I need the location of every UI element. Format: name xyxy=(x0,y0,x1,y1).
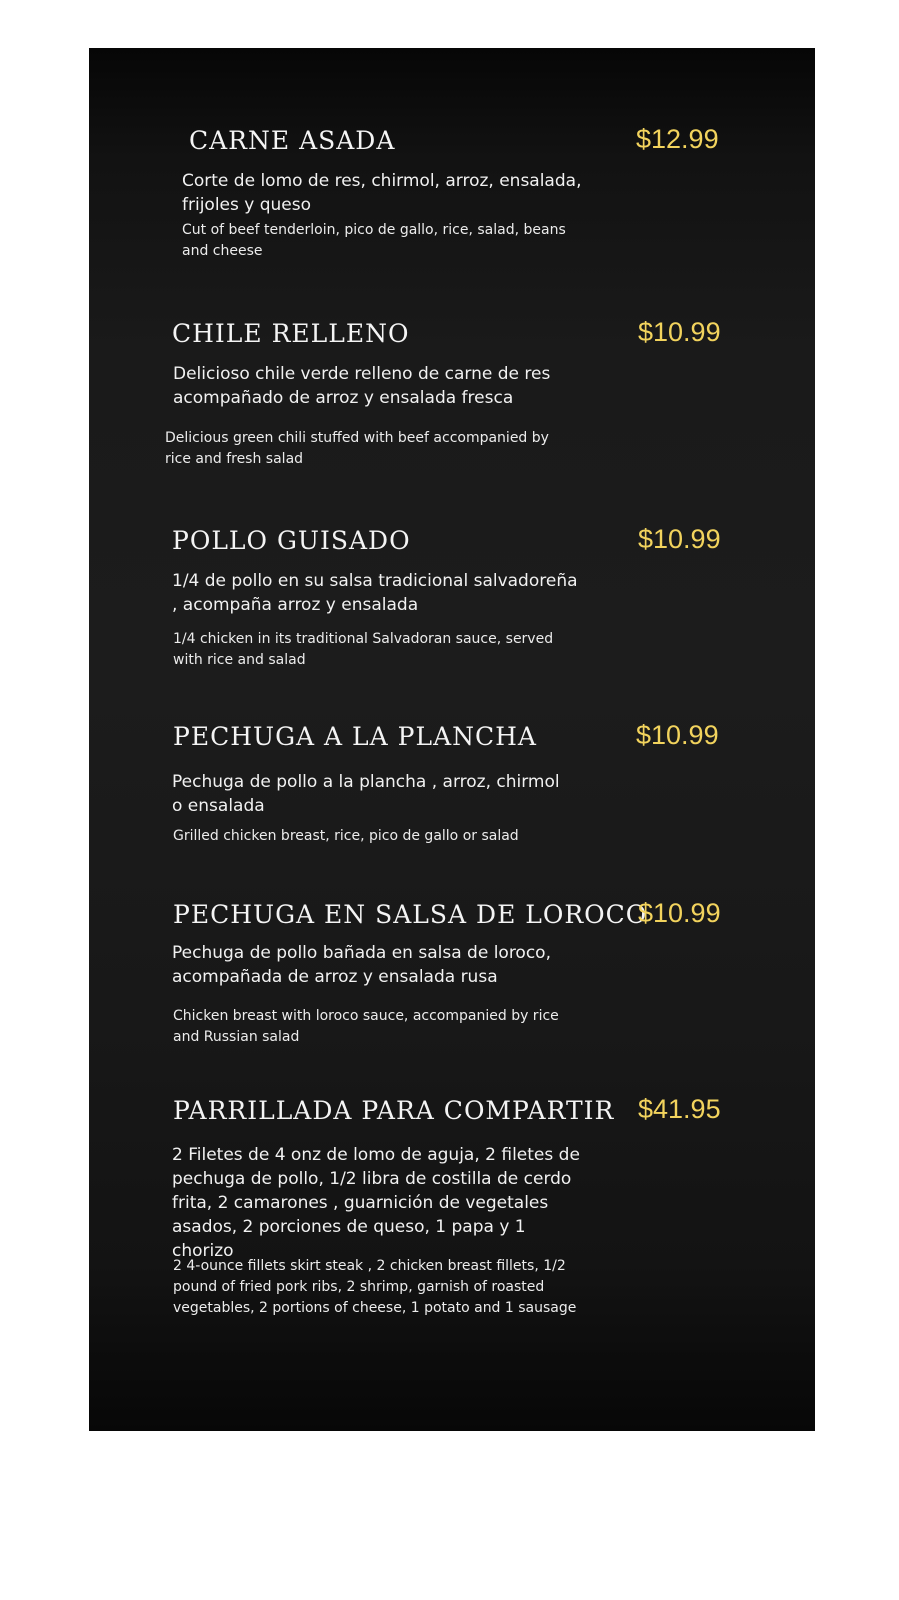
item-description-es: Pechuga de pollo a la plancha , arroz, chirmol o ensalada xyxy=(172,772,560,816)
item-price: $10.99 xyxy=(638,524,721,554)
item-title: POLLO GUISADO xyxy=(172,526,411,555)
item-price: $12.99 xyxy=(636,124,719,154)
item-description-en: Cut of beef tenderloin, pico de gallo, rice, salad, beans and cheese xyxy=(182,222,566,259)
item-description-en: Chicken breast with loroco sauce, accompanied by rice and Russian salad xyxy=(173,1008,559,1045)
item-price: $10.99 xyxy=(638,317,721,347)
item-title: PECHUGA A LA PLANCHA xyxy=(173,722,537,751)
item-description-en: Grilled chicken breast, rice, pico de gallo or salad xyxy=(173,828,519,844)
item-description-en: Delicious green chili stuffed with beef accompanied by rice and fresh salad xyxy=(165,430,549,467)
item-description-es: Pechuga de pollo bañada en salsa de loroco, acompañada de arroz y ensalada rusa xyxy=(172,943,551,987)
item-description-es: 1/4 de pollo en su salsa tradicional salvadoreña , acompaña arroz y ensalada xyxy=(172,571,578,615)
item-title: CARNE ASADA xyxy=(189,126,396,155)
item-description-en: 2 4-ounce fillets skirt steak , 2 chicken breast fillets, 1/2 pound of fried pork ribs, 2 shrimp, garnish of roasted vegetables, 2 portions of cheese, 1 potato and 1 sausage xyxy=(173,1258,577,1316)
item-description-es: 2 Filetes de 4 onz de lomo de aguja, 2 filetes de pechuga de pollo, 1/2 libra de costilla de cerdo frita, 2 camarones , guarnición de vegetales asados, 2 porciones de queso, 1 papa y 1 chorizo xyxy=(172,1145,580,1261)
item-price: $10.99 xyxy=(638,898,721,928)
item-description-es: Corte de lomo de res, chirmol, arroz, ensalada, frijoles y queso xyxy=(182,171,582,215)
item-description-en: 1/4 chicken in its traditional Salvadoran sauce, served with rice and salad xyxy=(173,631,554,668)
item-price: $41.95 xyxy=(638,1094,721,1124)
item-title: CHILE RELLENO xyxy=(172,319,410,348)
item-description-es: Delicioso chile verde relleno de carne de res acompañado de arroz y ensalada fresca xyxy=(173,364,551,408)
item-title: PARRILLADA PARA COMPARTIR xyxy=(173,1096,615,1125)
item-title: PECHUGA EN SALSA DE LOROCO xyxy=(173,900,648,929)
item-price: $10.99 xyxy=(636,720,719,750)
menu-panel xyxy=(89,48,815,1431)
